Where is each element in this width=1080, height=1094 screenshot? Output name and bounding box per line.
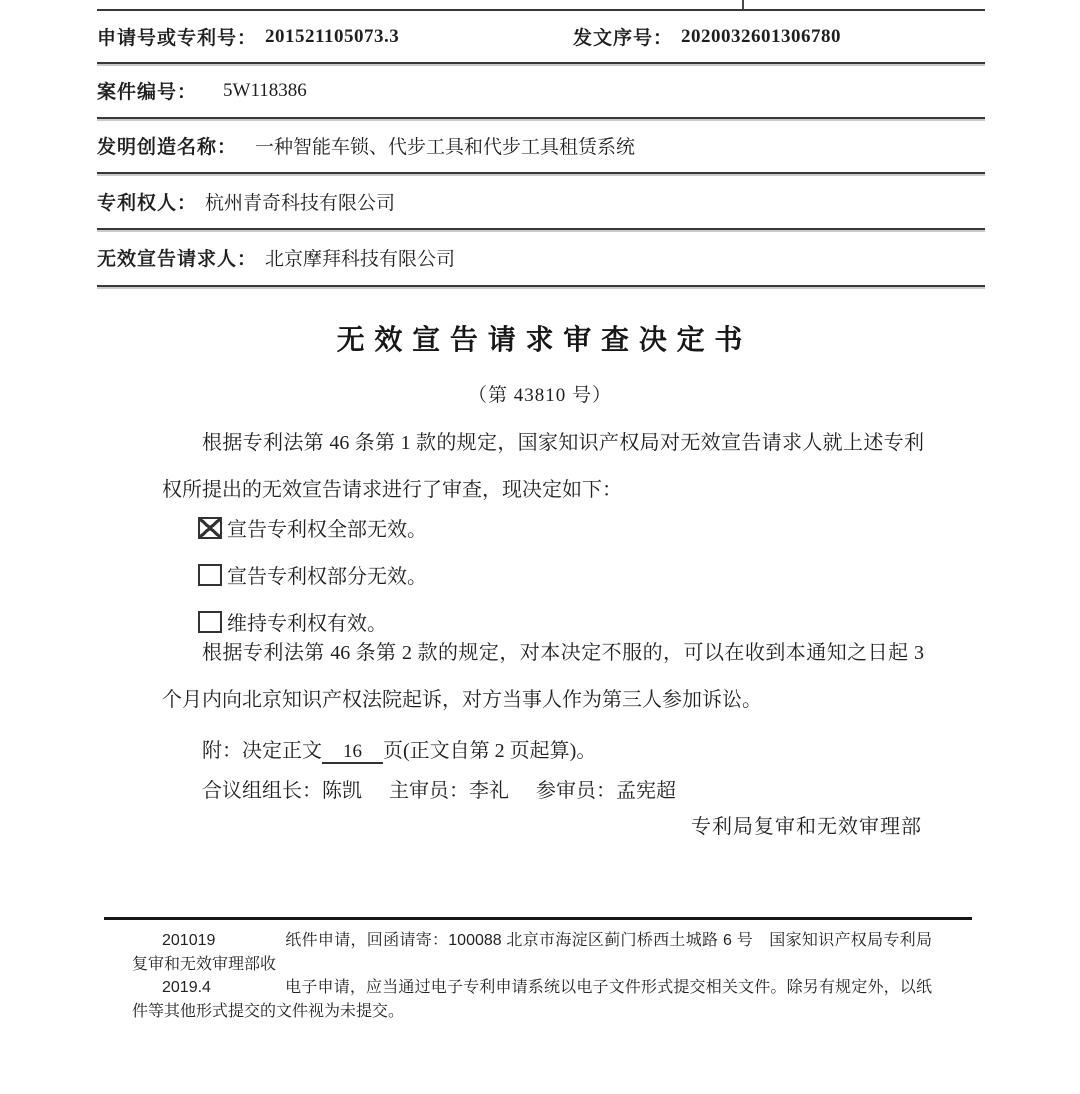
panel-members-line xyxy=(162,774,698,803)
header-row-petitioner xyxy=(97,230,985,287)
co-examiner-group xyxy=(536,780,676,802)
footer-note-paper-filing xyxy=(132,929,932,976)
decision-options xyxy=(162,504,924,645)
header-row-case-number xyxy=(97,64,985,119)
case-number-label: 案件编号： xyxy=(97,82,198,103)
option-label: 维持专利权有效。 xyxy=(227,613,387,635)
petitioner-value: 北京摩拜科技有限公司 xyxy=(265,249,456,270)
serial-number-cell xyxy=(573,11,841,62)
header-row-invention-title xyxy=(97,119,985,174)
serial-number-label: 发文序号： xyxy=(573,28,674,49)
document-header-table xyxy=(97,9,985,287)
application-number-value: 201521105073.3 xyxy=(265,25,400,47)
footer-note-electronic-filing xyxy=(132,976,932,1023)
footer-note2-code: 2019.4 xyxy=(162,979,211,996)
patentee-value: 杭州青奇科技有限公司 xyxy=(205,192,396,214)
invention-title-label: 发明创造名称： xyxy=(97,137,238,158)
co-examiner-label: 参审员： xyxy=(536,780,616,802)
patentee-label: 专利权人： xyxy=(97,192,198,214)
examiner-group xyxy=(389,780,509,802)
header-row-numbers xyxy=(97,11,985,64)
footer-note1-code: 201019 xyxy=(162,932,216,949)
footer-divider xyxy=(104,917,972,920)
panel-chief-group xyxy=(202,780,362,802)
examiner-name: 李礼 xyxy=(469,780,509,802)
panel-chief-name: 陈凯 xyxy=(322,780,362,802)
attachment-prefix: 附：决定正文 xyxy=(202,740,322,762)
footer-note1-text: 纸件申请，回函请寄：100088 北京市海淀区蓟门桥西土城路 6 号 国家知识产权局专利局复审和无效审理部收 xyxy=(132,932,932,973)
footer-notes xyxy=(132,929,932,1023)
attachment-suffix: 页(正文自第 2 页起算)。 xyxy=(383,740,597,762)
attachment-page-count: 16 xyxy=(322,741,383,764)
header-row-patentee xyxy=(97,174,985,230)
co-examiner-name: 孟宪超 xyxy=(616,780,676,802)
footer-note2-text: 电子申请，应当通过电子专利申请系统以电子文件形式提交相关文件。除另有规定外，以纸件等其他形式提交的文件视为未提交。 xyxy=(132,979,932,1020)
checkbox-empty-icon[interactable] xyxy=(198,564,222,586)
panel-chief-label: 合议组组长： xyxy=(202,780,322,802)
invention-title-value: 一种智能车锁、代步工具和代步工具租赁系统 xyxy=(255,137,636,158)
option-declare-partially-invalid xyxy=(162,551,924,598)
decision-number: （第 43810 号） xyxy=(467,385,612,406)
option-label: 宣告专利权全部无效。 xyxy=(227,519,427,541)
option-label: 宣告专利权部分无效。 xyxy=(227,566,427,588)
checkbox-checked-icon[interactable] xyxy=(198,517,222,539)
paragraph-decision-intro: 根据专利法第 46 条第 1 款的规定，国家知识产权局对无效宣告请求人就上述专利权所提出的无效宣告请求进行了审查，现决定如下： xyxy=(162,432,924,501)
attachment-line xyxy=(162,734,596,763)
case-number-value: 5W118386 xyxy=(223,79,307,101)
department-signature: 专利局复审和无效审理部 xyxy=(691,816,922,838)
application-number-label: 申请号或专利号： xyxy=(97,28,258,49)
document-title: 无 效 宣 告 请 求 审 查 决 定 书 xyxy=(336,324,744,355)
option-declare-all-invalid xyxy=(162,504,924,551)
petitioner-label: 无效宣告请求人： xyxy=(97,249,258,270)
paragraph-appeal-rights: 根据专利法第 46 条第 2 款的规定，对本决定不服的，可以在收到本通知之日起 3 个月内向北京知识产权法院起诉，对方当事人作为第三人参加诉讼。 xyxy=(162,642,924,711)
serial-number-value: 2020032601306780 xyxy=(681,25,842,47)
examiner-label: 主审员： xyxy=(389,780,469,802)
